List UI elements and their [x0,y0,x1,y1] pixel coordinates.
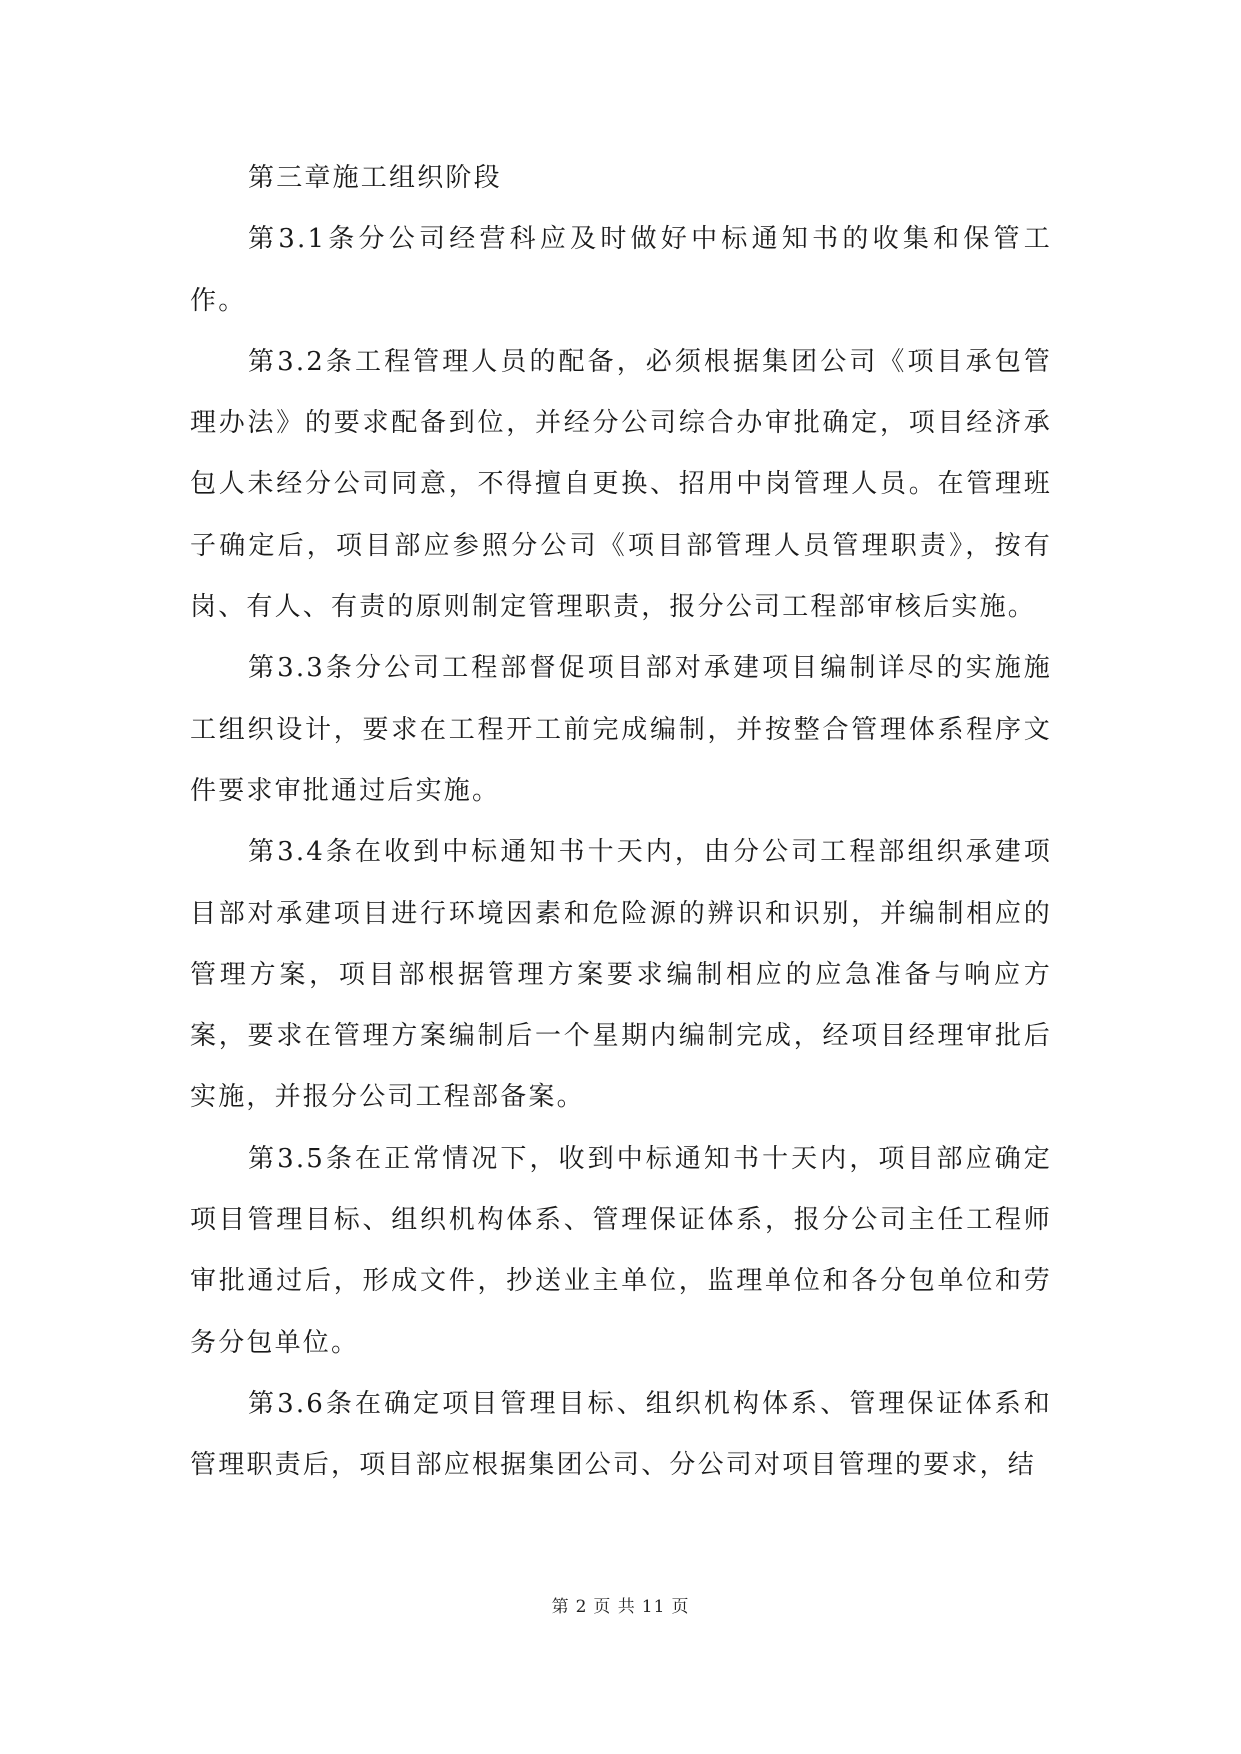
article-3-3: 第3.3条分公司工程部督促项目部对承建项目编制详尽的实施施工组织设计，要求在工程开工前完成编制，并按整合管理体系程序文件要求审批通过后实施。 [190,653,1052,806]
footer-current-page: 2 [575,1597,588,1617]
article-3-4: 第3.4条在收到中标通知书十天内，由分公司工程部组织承建项目部对承建项目进行环境因素和危险源的辨识和识别，并编制相应的管理方案，项目部根据管理方案要求编制相应的应急准备与响应方案，要求在管理方案编制后一个星期内编制完成，经项目经理审批后实施，并报分公司工程部备案。 [190,837,1052,1113]
article-3-1: 第3.1条分公司经营科应及时做好中标通知书的收集和保管工作。 [190,224,1052,316]
article-3-5: 第3.5条在正常情况下，收到中标通知书十天内，项目部应确定项目管理目标、组织机构体系、管理保证体系，报分公司主任工程师审批通过后，形成文件，抄送业主单位，监理单位和各分包单位和劳务分包单位。 [190,1143,1052,1358]
footer-total-pages: 11 [641,1597,666,1617]
article-3-2: 第3.2条工程管理人员的配备，必须根据集团公司《项目承包管理办法》的要求配备到位，并经分公司综合办审批确定，项目经济承包人未经分公司同意，不得擅自更换、招用中岗管理人员。在管理班子确定后，项目部应参照分公司《项目部管理人员管理职责》，按有岗、有人、有责的原则制定管理职责，报分公司工程部审核后实施。 [190,346,1052,623]
footer-middle: 页 共 [593,1597,636,1617]
footer-suffix: 页 [671,1597,690,1617]
chapter-heading: 第三章施工组织阶段 [248,163,502,193]
footer-prefix: 第 [551,1597,570,1617]
document-body [190,148,1052,1497]
page-footer [0,1592,1241,1617]
article-3-6: 第3.6条在确定项目管理目标、组织机构体系、管理保证体系和管理职责后，项目部应根据集团公司、分公司对项目管理的要求，结 [190,1388,1052,1481]
